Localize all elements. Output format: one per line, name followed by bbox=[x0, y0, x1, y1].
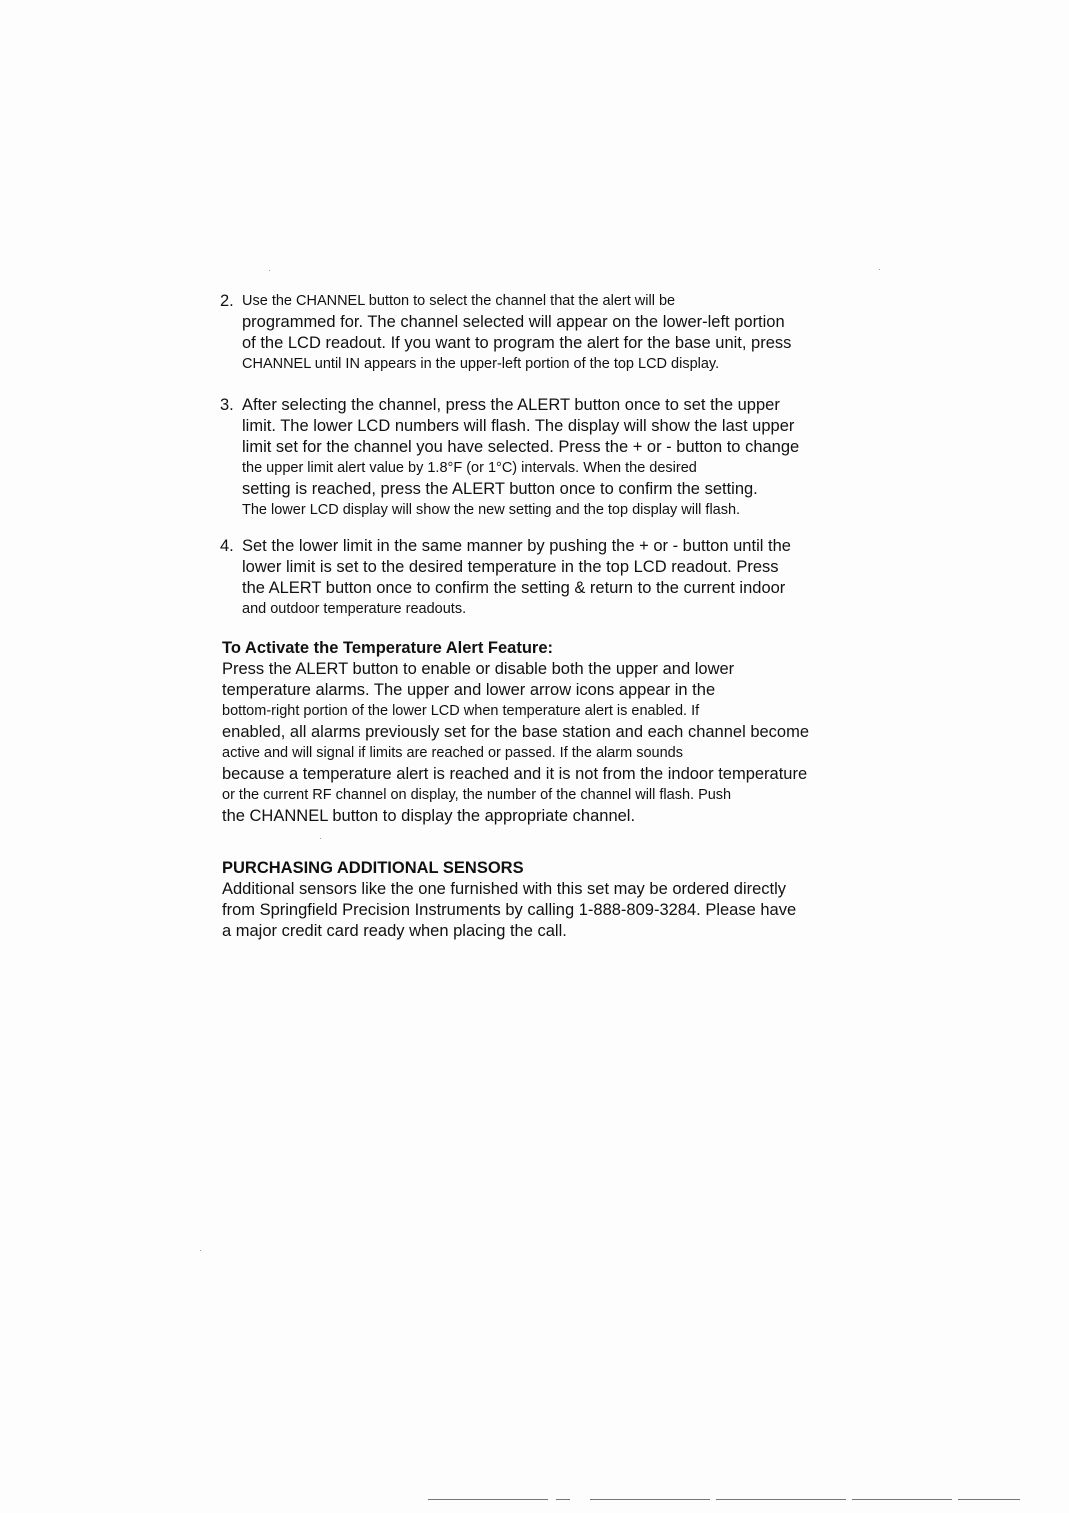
paragraph-line: Additional sensors like the one furnished with this set may be ordered directly bbox=[222, 880, 787, 898]
step-line: The lower LCD display will show the new setting and the top display will flash. bbox=[242, 502, 741, 518]
step-line: Use the CHANNEL button to select the channel that the alert will be bbox=[242, 293, 676, 309]
scan-rule bbox=[852, 1499, 952, 1500]
step-number: 2. bbox=[220, 292, 234, 310]
step-line: CHANNEL until IN appears in the upper-left portion of the top LCD display. bbox=[242, 356, 720, 372]
section-heading: PURCHASING ADDITIONAL SENSORS bbox=[222, 859, 524, 877]
paragraph-line: from Springfield Precision Instruments by calling 1-888-809-3284. Please have bbox=[222, 901, 797, 919]
paragraph-line: because a temperature alert is reached and it is not from the indoor temperature bbox=[222, 765, 808, 783]
paragraph-line: Press the ALERT button to enable or disable both the upper and lower bbox=[222, 660, 735, 678]
scan-rule bbox=[556, 1499, 570, 1500]
step-line: the ALERT button once to confirm the setting & return to the current indoor bbox=[242, 579, 786, 597]
step-line: programmed for. The channel selected will appear on the lower-left portion bbox=[242, 313, 785, 331]
purchasing-section bbox=[222, 858, 882, 942]
paragraph-line: enabled, all alarms previously set for the base station and each channel become bbox=[222, 723, 810, 741]
scan-rule bbox=[958, 1499, 1020, 1500]
scan-speck bbox=[269, 270, 270, 271]
scan-rule bbox=[590, 1499, 710, 1500]
paragraph-line: bottom-right portion of the lower LCD when temperature alert is enabled. If bbox=[222, 703, 700, 719]
step-line: lower limit is set to the desired temperature in the top LCD readout. Press bbox=[242, 558, 779, 576]
scan-speck bbox=[879, 269, 880, 270]
paragraph-line: the CHANNEL button to display the appropriate channel. bbox=[222, 807, 636, 825]
paragraph-line: or the current RF channel on display, the number of the channel will flash. Push bbox=[222, 787, 732, 803]
paragraph-line: temperature alarms. The upper and lower arrow icons appear in the bbox=[222, 681, 716, 699]
step-line: limit set for the channel you have selected. Press the + or - button to change bbox=[242, 438, 800, 456]
step-3 bbox=[220, 395, 880, 521]
step-line: of the LCD readout. If you want to program the alert for the base unit, press bbox=[242, 334, 792, 352]
step-number: 3. bbox=[220, 396, 234, 414]
scan-rule bbox=[716, 1499, 846, 1500]
section-heading: To Activate the Temperature Alert Feature: bbox=[222, 639, 553, 657]
scan-speck bbox=[200, 1250, 201, 1251]
step-line: After selecting the channel, press the ALERT button once to set the upper bbox=[242, 396, 780, 414]
step-4 bbox=[220, 536, 880, 620]
step-line: setting is reached, press the ALERT button once to confirm the setting. bbox=[242, 480, 758, 498]
activate-section bbox=[222, 638, 882, 827]
scan-rule bbox=[428, 1499, 548, 1500]
paragraph-line: a major credit card ready when placing the call. bbox=[222, 922, 567, 940]
scan-speck bbox=[320, 838, 321, 839]
step-line: limit. The lower LCD numbers will flash. The display will show the last upper bbox=[242, 417, 795, 435]
step-line: and outdoor temperature readouts. bbox=[242, 601, 467, 617]
paragraph-line: active and will signal if limits are reached or passed. If the alarm sounds bbox=[222, 745, 683, 761]
step-number: 4. bbox=[220, 537, 234, 555]
step-line: Set the lower limit in the same manner by pushing the + or - button until the bbox=[242, 537, 791, 555]
step-2 bbox=[220, 291, 880, 375]
step-line: the upper limit alert value by 1.8°F (or 1°C) intervals. When the desired bbox=[242, 460, 697, 476]
